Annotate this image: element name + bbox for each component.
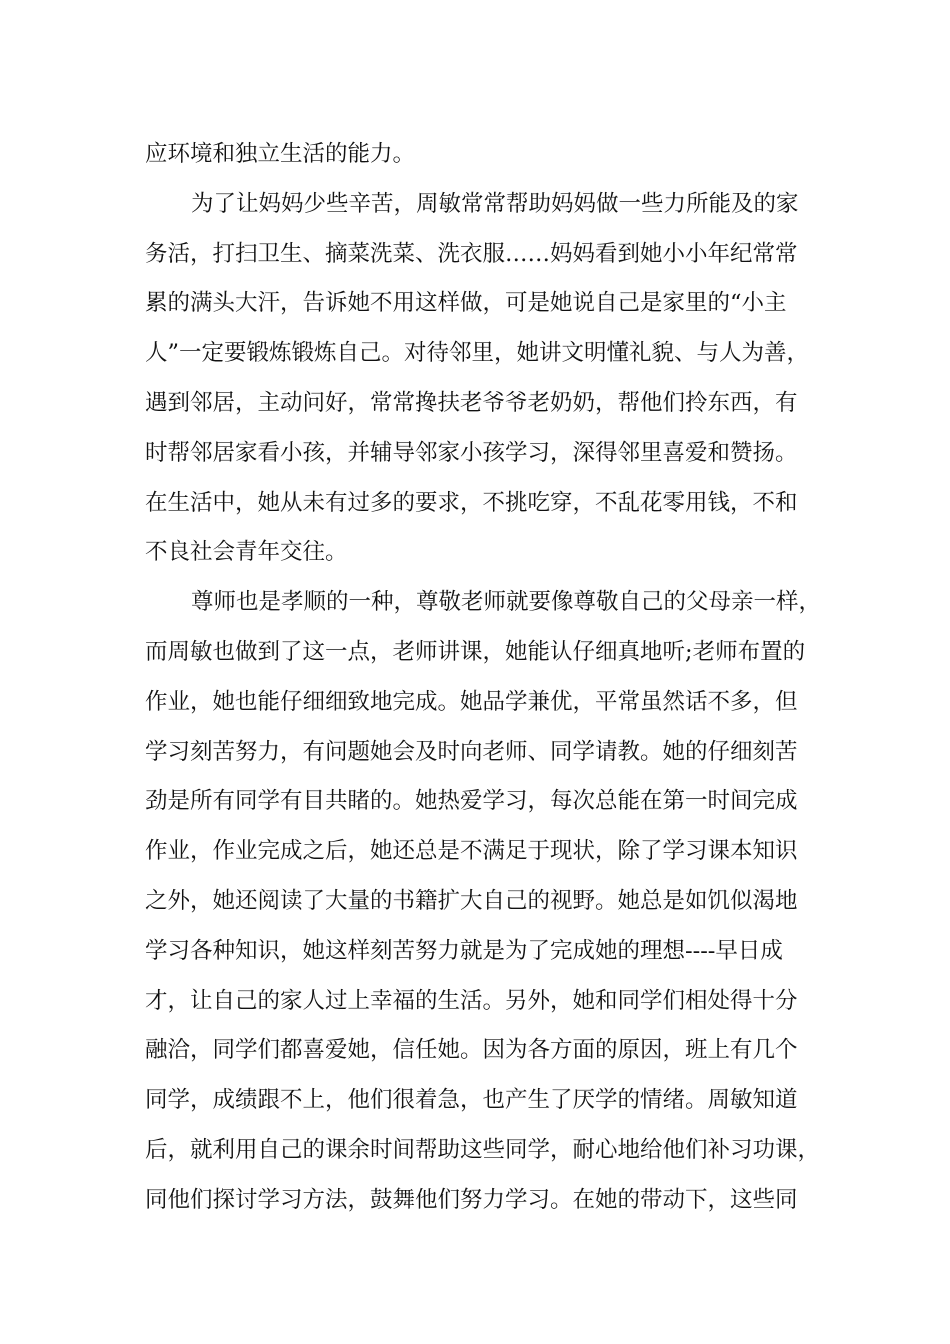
text-line: 为了让妈妈少些辛苦，周敏常常帮助妈妈做一些力所能及的家 [191, 190, 799, 217]
text-line: 遇到邻居，主动问好，常常搀扶老爷爷老奶奶，帮他们拎东西，有 [145, 389, 798, 416]
text-line: 人”一定要锻炼锻炼自己。对待邻里，她讲文明懂礼貌、与人为善， [145, 340, 810, 367]
text-line: 学习各种知识，她这样刻苦努力就是为了完成她的理想----早日成 [145, 937, 783, 964]
text-line: 同学，成绩跟不上，他们很着急，也产生了厌学的情绪。周敏知道 [145, 1087, 798, 1114]
text-line: 作业，作业完成之后，她还总是不满足于现状，除了学习课本知识 [145, 838, 798, 865]
text-line: 尊师也是孝顺的一种，尊敬老师就要像尊敬自己的父母亲一样， [191, 589, 822, 616]
text-line: 后，就利用自己的课余时间帮助这些同学，耐心地给他们补习功课， [145, 1136, 821, 1163]
text-line: 融洽，同学们都喜爱她，信任她。因为各方面的原因，班上有几个 [145, 1037, 798, 1064]
text-line: 累的满头大汗，告诉她不用这样做，可是她说自己是家里的“小主 [145, 290, 787, 317]
text-line: 之外，她还阅读了大量的书籍扩大自己的视野。她总是如饥似渴地 [145, 887, 798, 914]
text-line: 而周敏也做到了这一点，老师讲课，她能认仔细真地听;老师布置的 [145, 638, 806, 665]
text-line: 劲是所有同学有目共睹的。她热爱学习，每次总能在第一时间完成 [145, 788, 798, 815]
document-body [145, 130, 822, 1226]
text-line: 应环境和独立生活的能力。 [145, 141, 416, 167]
text-line: 在生活中，她从未有过多的要求，不挑吃穿，不乱花零用钱，不和 [145, 489, 798, 516]
text-line: 作业，她也能仔细细致地完成。她品学兼优，平常虽然话不多，但 [145, 688, 798, 715]
text-line: 务活，打扫卫生、摘菜洗菜、洗衣服……妈妈看到她小小年纪常常 [145, 240, 798, 267]
text-line: 时帮邻居家看小孩，并辅导邻家小孩学习，深得邻里喜爱和赞扬。 [145, 439, 798, 466]
text-line: 学习刻苦努力，有问题她会及时向老师、同学请教。她的仔细刻苦 [145, 738, 798, 765]
text-line: 同他们探讨学习方法，鼓舞他们努力学习。在她的带动下，这些同 [145, 1186, 798, 1213]
text-line: 才，让自己的家人过上幸福的生活。另外，她和同学们相处得十分 [145, 987, 798, 1014]
text-line: 不良社会青年交往。 [145, 539, 348, 566]
